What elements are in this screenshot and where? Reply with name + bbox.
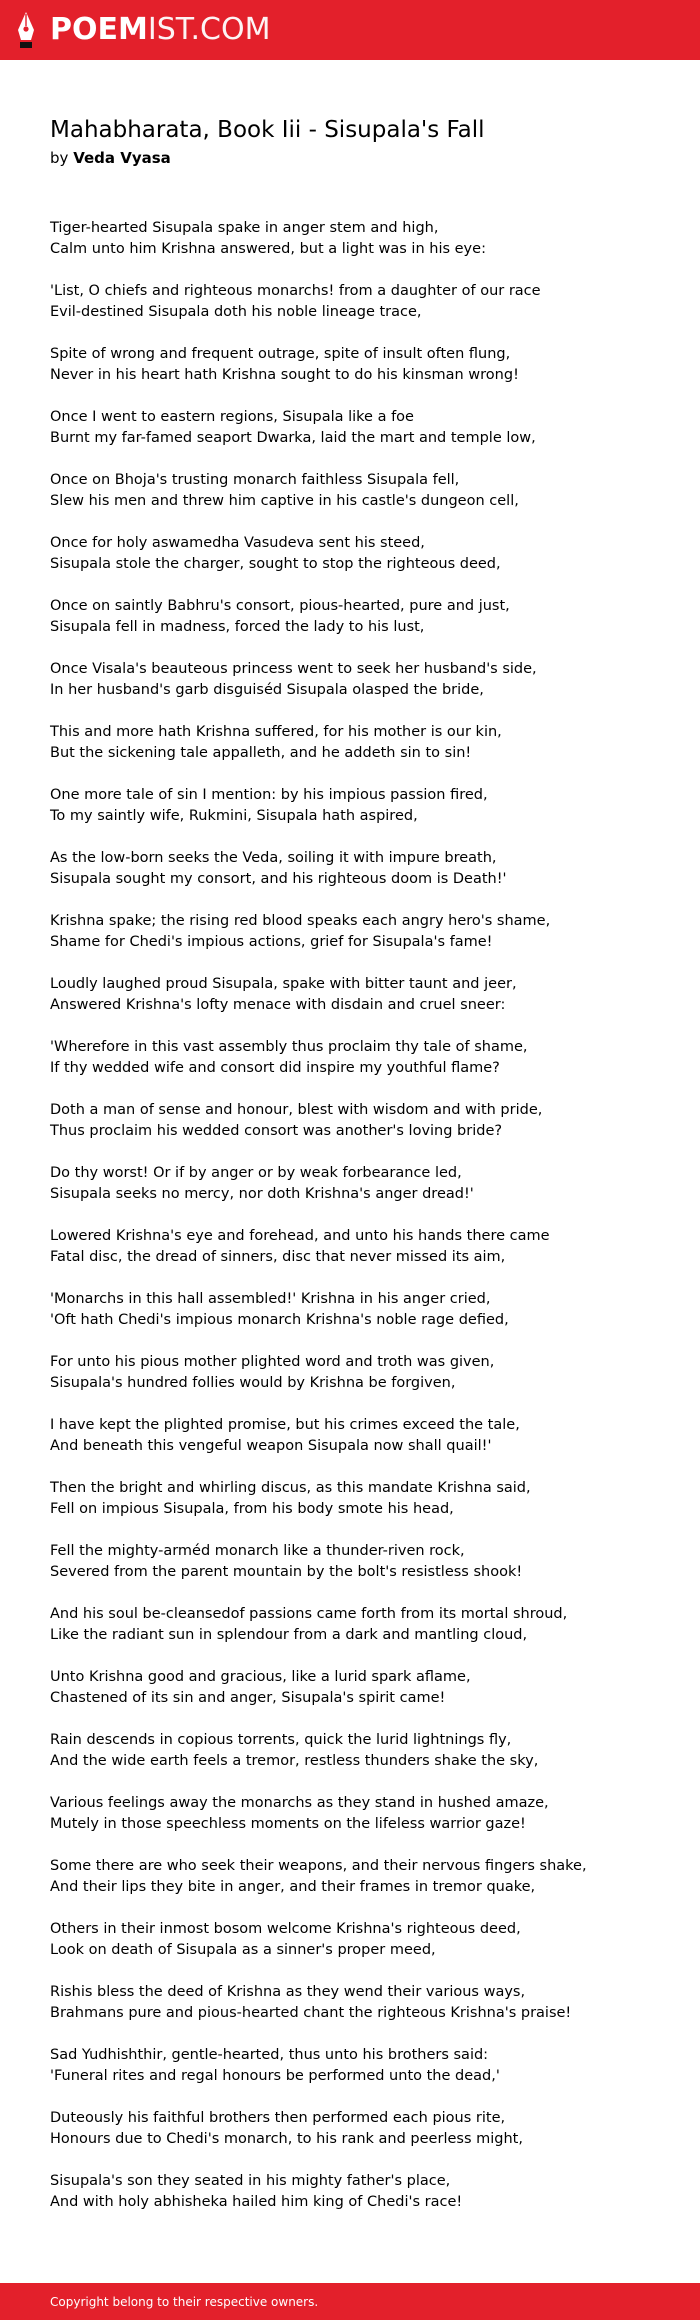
copyright-notice: Copyright belong to their respective owners. bbox=[50, 2295, 319, 2309]
poem-line: And his soul be-cleansedof passions came forth from its mortal shroud, bbox=[50, 1606, 568, 1622]
stanza bbox=[50, 1919, 670, 1961]
poem-body bbox=[50, 218, 670, 2234]
poem-line: One more tale of sin I mention: by his impious passion fired, bbox=[50, 787, 488, 803]
poem-line: Doth a man of sense and honour, blest with wisdom and with pride, bbox=[50, 1102, 543, 1118]
poem-line: Sisupala fell in madness, forced the lady to his lust, bbox=[50, 619, 425, 635]
site-footer bbox=[0, 2283, 700, 2320]
poem-line: Sisupala's hundred follies would by Krishna be forgiven, bbox=[50, 1375, 456, 1391]
poem-line: Evil-destined Sisupala doth his noble lineage trace, bbox=[50, 304, 422, 320]
poem-line: Spite of wrong and frequent outrage, spite of insult often flung, bbox=[50, 346, 511, 362]
poem-line: Honours due to Chedi's monarch, to his rank and peerless might, bbox=[50, 2131, 523, 2147]
stanza bbox=[50, 1982, 670, 2024]
stanza bbox=[50, 1604, 670, 1646]
stanza bbox=[50, 533, 670, 575]
poem-line: Thus proclaim his wedded consort was another's loving bride? bbox=[50, 1123, 503, 1139]
poem-line: Fell the mighty-arméd monarch like a thunder-riven rock, bbox=[50, 1543, 465, 1559]
poem-line: Like the radiant sun in splendour from a dark and mantling cloud, bbox=[50, 1627, 528, 1643]
poem-line: Rishis bless the deed of Krishna as they wend their various ways, bbox=[50, 1984, 526, 2000]
stanza bbox=[50, 1226, 670, 1268]
stanza bbox=[50, 407, 670, 449]
stanza bbox=[50, 722, 670, 764]
poem-title: Mahabharata, Book Iii - Sisupala's Fall bbox=[50, 117, 485, 143]
poem-line: Then the bright and whirling discus, as this mandate Krishna said, bbox=[50, 1480, 531, 1496]
poem-line: Brahmans pure and pious-hearted chant the righteous Krishna's praise! bbox=[50, 2005, 572, 2021]
poem-line: 'Funeral rites and regal honours be performed unto the dead,' bbox=[50, 2068, 500, 2084]
stanza bbox=[50, 344, 670, 386]
stanza bbox=[50, 218, 670, 260]
poem-line: Never in his heart hath Krishna sought to do his kinsman wrong! bbox=[50, 367, 519, 383]
poem-line: As the low-born seeks the Veda, soiling it with impure breath, bbox=[50, 850, 497, 866]
poem-line: Fell on impious Sisupala, from his body smote his head, bbox=[50, 1501, 454, 1517]
poem-line: Calm unto him Krishna answered, but a light was in his eye: bbox=[50, 241, 486, 257]
stanza bbox=[50, 1415, 670, 1457]
poem-line: Severed from the parent mountain by the bolt's resistless shook! bbox=[50, 1564, 523, 1580]
stanza bbox=[50, 1478, 670, 1520]
stanza bbox=[50, 1163, 670, 1205]
stanza bbox=[50, 2108, 670, 2150]
fountain-pen-icon bbox=[14, 10, 38, 50]
stanza bbox=[50, 470, 670, 512]
poem-line: Fatal disc, the dread of sinners, disc that never missed its aim, bbox=[50, 1249, 506, 1265]
logo-text-light: IST.COM bbox=[147, 12, 271, 47]
poem-line: For unto his pious mother plighted word and troth was given, bbox=[50, 1354, 495, 1370]
poem-line: Loudly laughed proud Sisupala, spake with bitter taunt and jeer, bbox=[50, 976, 517, 992]
by-label: by bbox=[50, 149, 69, 167]
poem-line: Once for holy aswamedha Vasudeva sent his steed, bbox=[50, 535, 425, 551]
stanza bbox=[50, 1730, 670, 1772]
stanza bbox=[50, 1793, 670, 1835]
poem-line: Unto Krishna good and gracious, like a lurid spark aflame, bbox=[50, 1669, 471, 1685]
stanza bbox=[50, 848, 670, 890]
poem-line: 'Oft hath Chedi's impious monarch Krishna's noble rage defied, bbox=[50, 1312, 509, 1328]
poem-line: Sad Yudhishthir, gentle-hearted, thus unto his brothers said: bbox=[50, 2047, 489, 2063]
poem-line: Mutely in those speechless moments on the lifeless warrior gaze! bbox=[50, 1816, 526, 1832]
poem-line: Chastened of its sin and anger, Sisupala's spirit came! bbox=[50, 1690, 446, 1706]
stanza bbox=[50, 2045, 670, 2087]
site-header bbox=[0, 0, 700, 60]
poem-line: I have kept the plighted promise, but his crimes exceed the tale, bbox=[50, 1417, 520, 1433]
poem-line: Look on death of Sisupala as a sinner's proper meed, bbox=[50, 1942, 436, 1958]
poem-line: Others in their inmost bosom welcome Krishna's righteous deed, bbox=[50, 1921, 521, 1937]
poem-line: Rain descends in copious torrents, quick the lurid lightnings fly, bbox=[50, 1732, 512, 1748]
stanza bbox=[50, 974, 670, 1016]
poem-line: To my saintly wife, Rukmini, Sisupala hath aspired, bbox=[50, 808, 418, 824]
stanza bbox=[50, 911, 670, 953]
poem-line: But the sickening tale appalleth, and he addeth sin to sin! bbox=[50, 745, 472, 761]
poem-line: Lowered Krishna's eye and forehead, and unto his hands there came bbox=[50, 1228, 550, 1244]
poem-line: And the wide earth feels a tremor, restless thunders shake the sky, bbox=[50, 1753, 539, 1769]
poem-line: Some there are who seek their weapons, and their nervous fingers shake, bbox=[50, 1858, 587, 1874]
poem-line: Sisupala sought my consort, and his righteous doom is Death!' bbox=[50, 871, 507, 887]
poem-line: Various feelings away the monarchs as they stand in hushed amaze, bbox=[50, 1795, 549, 1811]
stanza bbox=[50, 1100, 670, 1142]
poem-line: And with holy abhisheka hailed him king of Chedi's race! bbox=[50, 2194, 463, 2210]
stanza bbox=[50, 1289, 670, 1331]
poem-line: Tiger-hearted Sisupala spake in anger stem and high, bbox=[50, 220, 439, 236]
stanza bbox=[50, 2171, 670, 2213]
poem-line: Sisupala stole the charger, sought to stop the righteous deed, bbox=[50, 556, 501, 572]
poem-line: And their lips they bite in anger, and their frames in tremor quake, bbox=[50, 1879, 536, 1895]
poem-line: Do thy worst! Or if by anger or by weak forbearance led, bbox=[50, 1165, 462, 1181]
site-logo[interactable] bbox=[14, 10, 270, 50]
poem-line: 'Wherefore in this vast assembly thus proclaim thy tale of shame, bbox=[50, 1039, 528, 1055]
poem-line: Sisupala's son they seated in his mighty father's place, bbox=[50, 2173, 451, 2189]
poem-line: Answered Krishna's lofty menace with disdain and cruel sneer: bbox=[50, 997, 506, 1013]
author-link[interactable]: Veda Vyasa bbox=[73, 149, 171, 167]
poem-line: This and more hath Krishna suffered, for his mother is our kin, bbox=[50, 724, 502, 740]
stanza bbox=[50, 785, 670, 827]
poem-line: Sisupala seeks no mercy, nor doth Krishna's anger dread!' bbox=[50, 1186, 474, 1202]
stanza bbox=[50, 596, 670, 638]
poem-line: Burnt my far-famed seaport Dwarka, laid the mart and temple low, bbox=[50, 430, 536, 446]
poem-line: And beneath this vengeful weapon Sisupala now shall quail!' bbox=[50, 1438, 492, 1454]
poem-line: 'List, O chiefs and righteous monarchs! from a daughter of our race bbox=[50, 283, 541, 299]
stanza bbox=[50, 659, 670, 701]
poem-line: 'Monarchs in this hall assembled!' Krishna in his anger cried, bbox=[50, 1291, 491, 1307]
byline bbox=[50, 147, 171, 169]
logo-text-bold: POEM bbox=[50, 12, 148, 47]
stanza bbox=[50, 1667, 670, 1709]
poem-line: Slew his men and threw him captive in his castle's dungeon cell, bbox=[50, 493, 519, 509]
site-logo-text bbox=[50, 10, 270, 50]
poem-line: Once on saintly Babhru's consort, pious-hearted, pure and just, bbox=[50, 598, 510, 614]
stanza bbox=[50, 1856, 670, 1898]
poem-line: Krishna spake; the rising red blood speaks each angry hero's shame, bbox=[50, 913, 551, 929]
stanza bbox=[50, 1037, 670, 1079]
poem-line: If thy wedded wife and consort did inspire my youthful flame? bbox=[50, 1060, 500, 1076]
poem-line: Once on Bhoja's trusting monarch faithless Sisupala fell, bbox=[50, 472, 460, 488]
poem-line: Duteously his faithful brothers then performed each pious rite, bbox=[50, 2110, 506, 2126]
poem-line: In her husband's garb disguiséd Sisupala olasped the bride, bbox=[50, 682, 484, 698]
stanza bbox=[50, 1352, 670, 1394]
poem-line: Once I went to eastern regions, Sisupala like a foe bbox=[50, 409, 414, 425]
poem-line: Once Visala's beauteous princess went to seek her husband's side, bbox=[50, 661, 537, 677]
stanza bbox=[50, 1541, 670, 1583]
poem-line: Shame for Chedi's impious actions, grief for Sisupala's fame! bbox=[50, 934, 493, 950]
stanza bbox=[50, 281, 670, 323]
